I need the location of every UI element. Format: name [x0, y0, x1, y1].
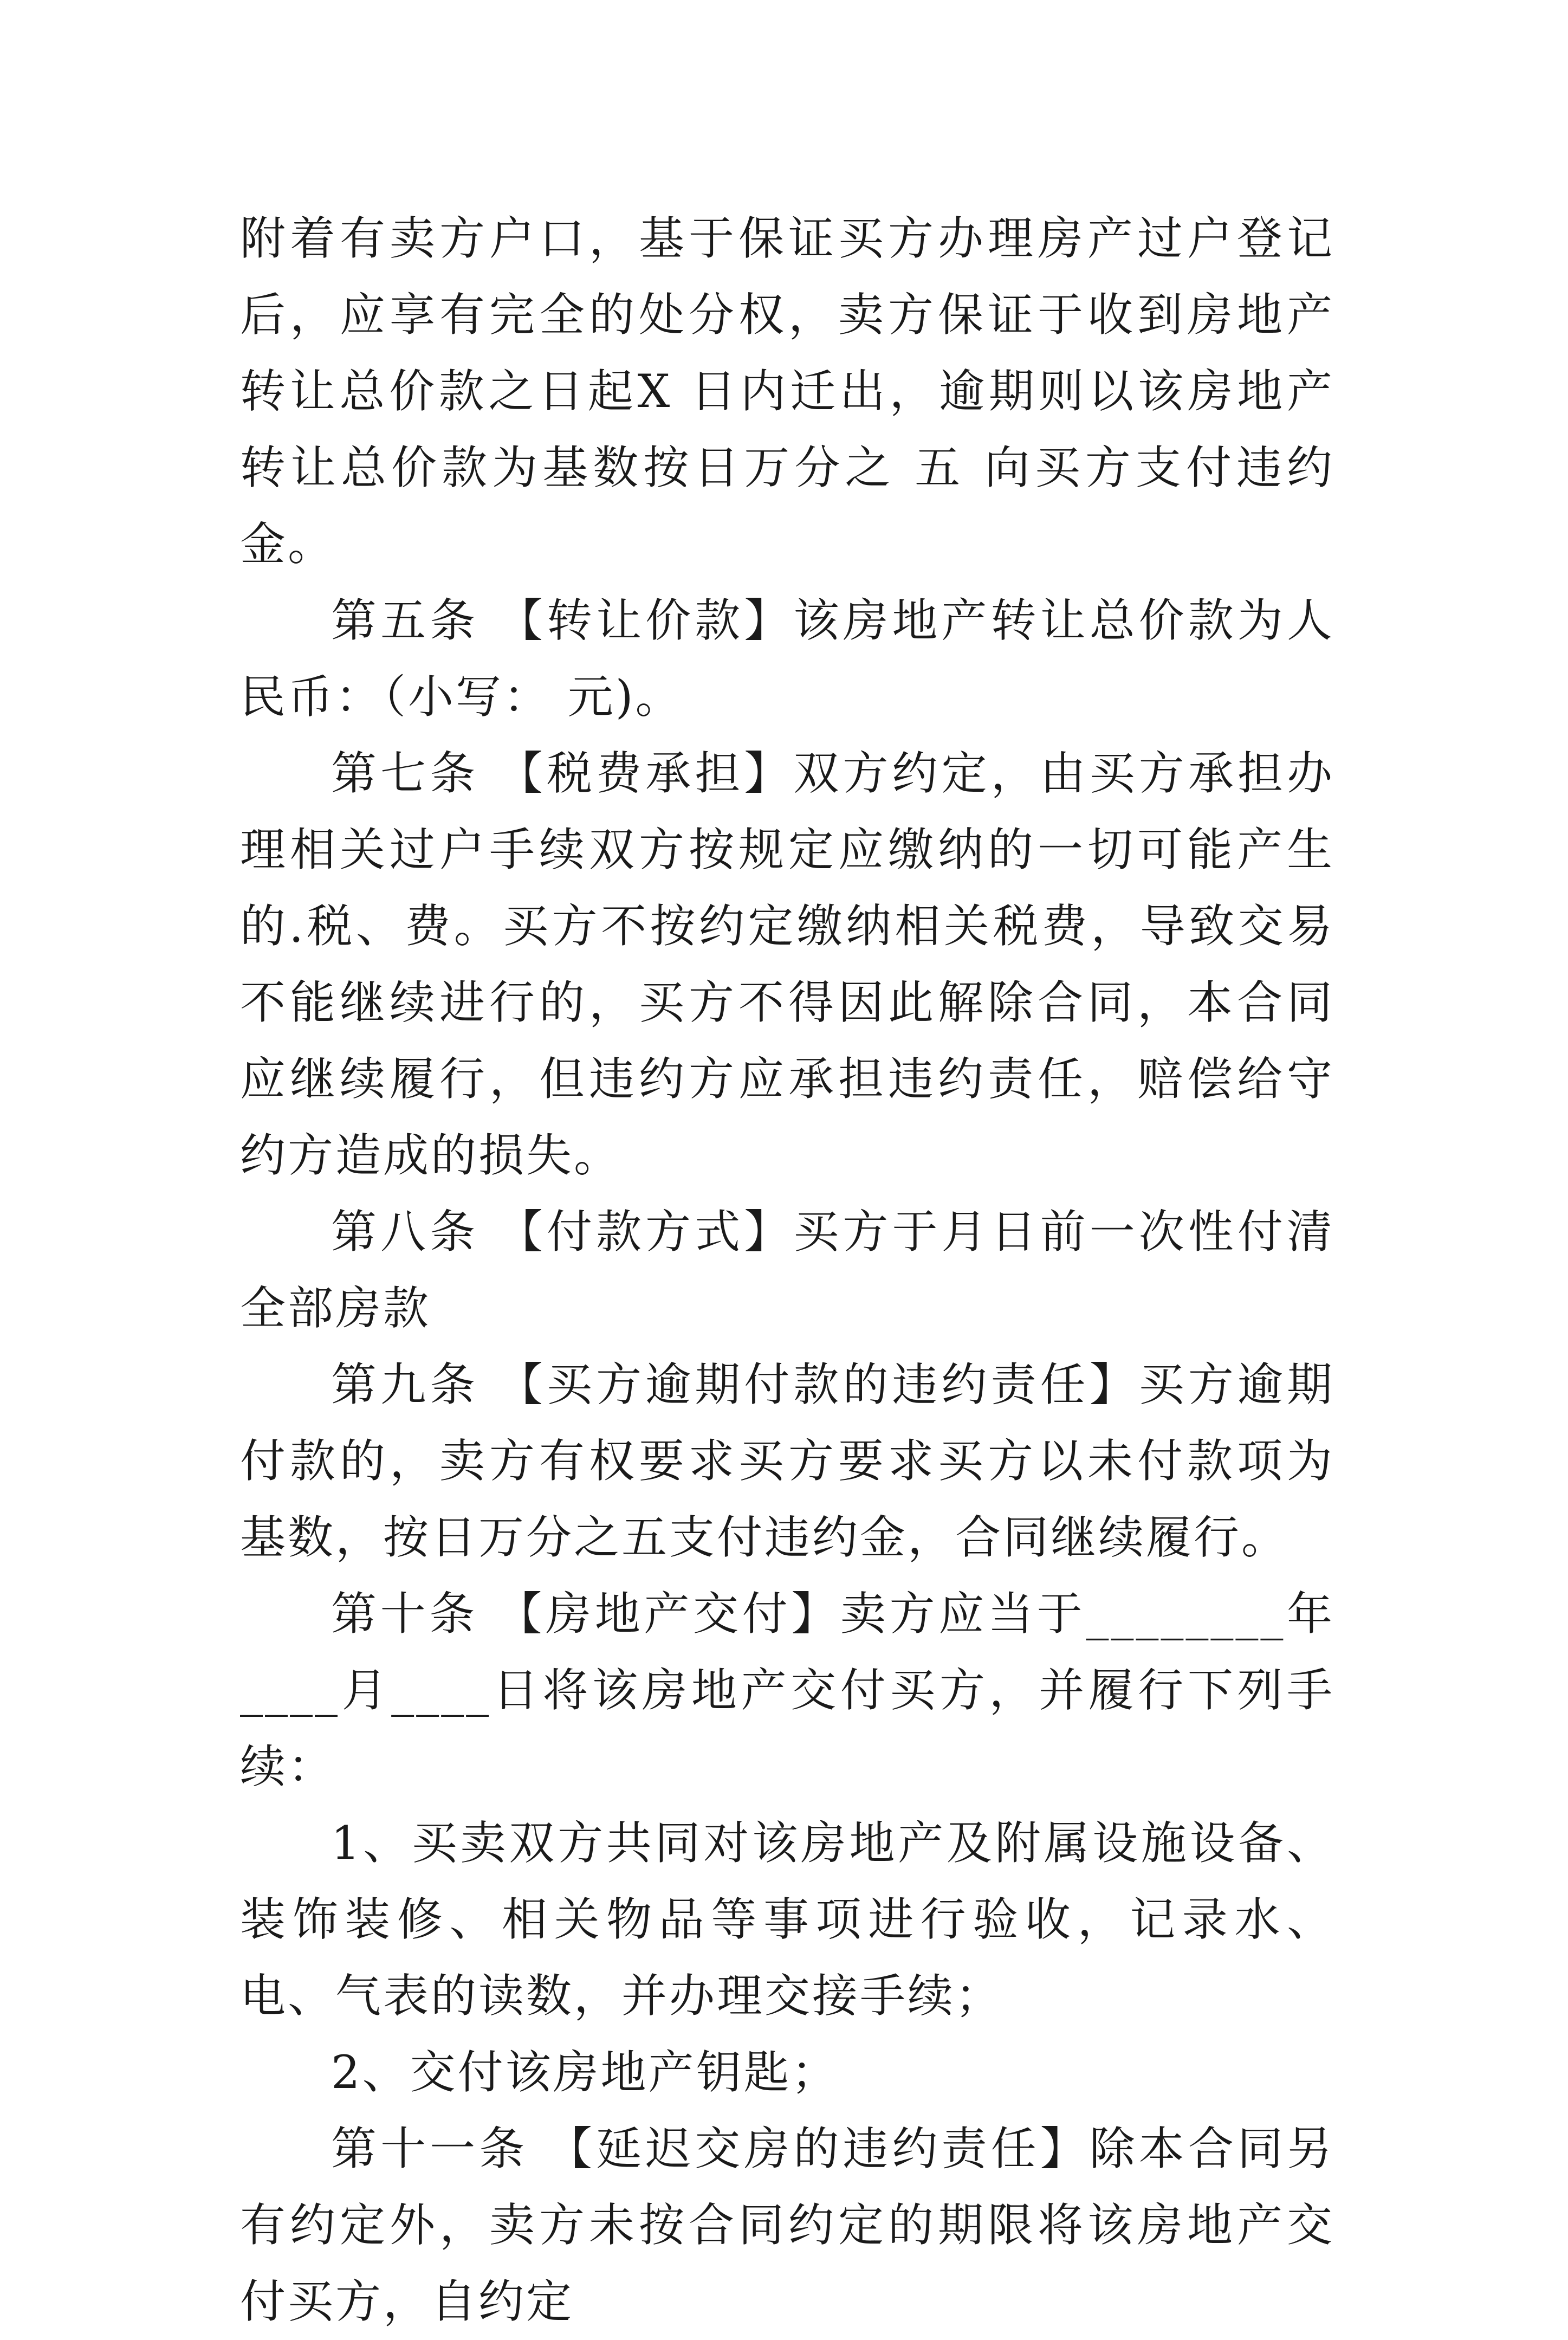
paragraph-item-1: 1、买卖双方共同对该房地产及附属设施设备、装饰装修、相关物品等事项进行验收，记录水、电、气表的读数，并办理交接手续； — [240, 1817, 1334, 2022]
paragraph-article-5: 第五条 【转让价款】该房地产转让总价款为人民币：（小写： 元)。 — [240, 594, 1334, 723]
paragraph-article-8: 第八条 【付款方式】买方于月日前一次性付清全部房款 — [240, 1205, 1334, 1335]
paragraph-continuation: 附着有卖方户口，基于保证买方办理房产过户登记后，应享有完全的处分权，卖方保证于收到房地产转让总价款之日起X 日内迁出，逾期则以该房地产转让总价款为基数按日万分之 五 向买方支付违约金。 — [240, 212, 1334, 571]
paragraph-article-10: 第十条 【房地产交付】卖方应当于________年____月____日将该房地产交付买方，并履行下列手续： — [240, 1587, 1334, 1793]
paragraph-item-2: 2、交付该房地产钥匙； — [331, 2046, 839, 2099]
paragraph-article-7: 第七条 【税费承担】双方约定，由买方承担办理相关过户手续双方按规定应缴纳的一切可能产生的.税、费。买方不按约定缴纳相关税费，导致交易不能继续进行的，买方不得因此解除合同，本合同应继续履行，但违约方应承担违约责任，赔偿给守约方造成的损失。 — [240, 747, 1334, 1182]
paragraph-article-9: 第九条 【买方逾期付款的违约责任】买方逾期付款的，卖方有权要求买方要求买方以未付款项为基数，按日万分之五支付违约金，合同继续履行。 — [240, 1358, 1334, 1564]
document-body — [240, 201, 1334, 2340]
paragraph-article-11: 第十一条 【延迟交房的违约责任】除本合同另有约定外，卖方未按合同约定的期限将该房地产交付买方，自约定 — [240, 2122, 1334, 2328]
